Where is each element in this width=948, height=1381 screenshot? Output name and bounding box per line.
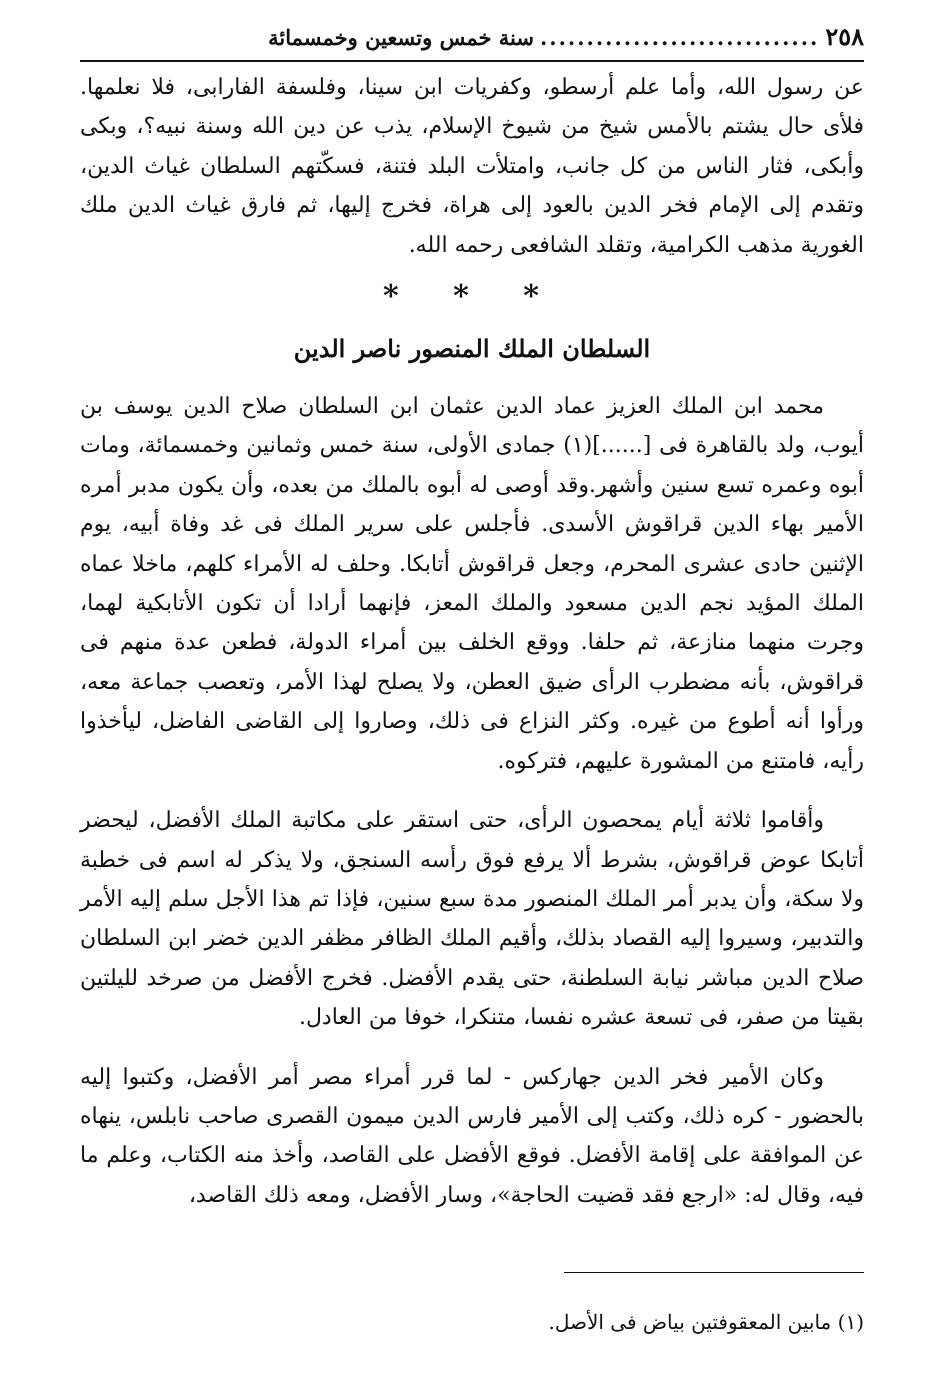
section-title: السلطان الملك المنصور ناصر الدين xyxy=(293,334,651,364)
book-page xyxy=(80,22,864,1334)
section-separator: * * * xyxy=(383,279,561,315)
footnote-rule xyxy=(564,1272,864,1273)
body-paragraph: محمد ابن الملك العزيز عماد الدين عثمان ابن السلطان صلاح الدين يوسف بن أيوب، ولد بالقاهرة فى [......](١) جمادى الأولى، سنة خمس وثمانين وخمسمائة، ومات أبوه وعمره تسع سنين وأشهر.وقد أوصى له أبوه بالملك من بعده، وأن يكون مدبر أمره الأمير بهاء الدين قراقوش الأسدى. فأجلس على سرير الملك فى غد وفاة أبيه، يوم الإثنين حادى عشرى المحرم، وجعل قراقوش أتابكا. وحلف له الأمراء كلهم، ماخلا عماه الملك المؤيد نجم الدين مسعود والملك المعز، فإنهما أرادا أن تكون الأتابكية لهما، وجرت منهما منازعة، ثم حلفا. ووقع الخلف بين أمراء الدولة، فطعن عدة منهم فى قراقوش، بأنه مضطرب الرأى ضيق العطن، ولا يصلح لهذا الأمر، وتعصب جماعة معه، ورأوا أنه أطوع من غيره. وكثر النزاع فى ذلك، وصاروا إلى القاضى الفاضل، ليأخذوا رأيه، فامتنع من المشورة عليهم، فتركوه. xyxy=(80,394,864,774)
header-dots: .............................. xyxy=(539,25,820,50)
body-paragraph: وكان الأمير فخر الدين جهاركس - لما قرر أمراء مصر أمر الأفضل، وكتبوا إليه بالحضور - كره ذلك، وكتب إلى الأمير فارس الدين ميمون القصرى صاحب نابلس، ينهاه عن الموافقة على إقامة الأفضل. فوقع الأفضل على القاصد، وأخذ منه الكتاب، وعلم ما فيه، وقال له: «ارجع فقد قضيت الحاجة»، وسار الأفضل، ومعه ذلك القاصد، xyxy=(80,1064,864,1208)
page-header xyxy=(80,22,864,62)
intro-paragraph: عن رسول الله، وأما علم أرسطو، وكفريات ابن سينا، وفلسفة الفارابى، فلا نعلمها. فلأى حال يشتم بالأمس شيخ من شيوخ الإسلام، يذب عن دين الله وسنة نبيه؟، وبكى وأبكى، فثار الناس من كل جانب، وامتلأت البلد فتنة، فسكّتهم السلطان غياث الدين، وتقدم إلى الإمام فخر الدين بالعود إلى هراة، فخرج إليها، ثم فارق غياث الدين ملك الغورية مذهب الكرامية، وتقلد الشافعى رحمه الله. xyxy=(80,75,864,258)
footnote: (١) مابين المعقوفتين بياض فى الأصل. xyxy=(548,1310,864,1334)
body-paragraph: وأقاموا ثلاثة أيام يمحصون الرأى، حتى استقر على مكاتبة الملك الأفضل، ليحضر أتابكا عوض قراقوش، بشرط ألا يرفع فوق رأسه السنجق، ولا يذكر له اسم فى خطبة ولا سكة، وأن يدبر أمر الملك المنصور مدة سبع سنين، فإذا تم هذا الأجل سلم إليه الأمر والتدبير، وسيروا إليه القصاد بذلك، وأقيم الملك الظافر مظفر الدين خضر ابن السلطان صلاح الدين مباشر نيابة السلطنة، حتى يقدم الأفضل. فخرج الأفضل من صرخد لليلتين بقيتا من صفر، فى تسعة عشره نفسا، متنكرا، خوفا من العادل. xyxy=(80,808,864,1031)
running-title: سنة خمس وتسعين وخمسمائة xyxy=(268,25,534,50)
page-number: ٢٥٨ xyxy=(825,22,864,51)
